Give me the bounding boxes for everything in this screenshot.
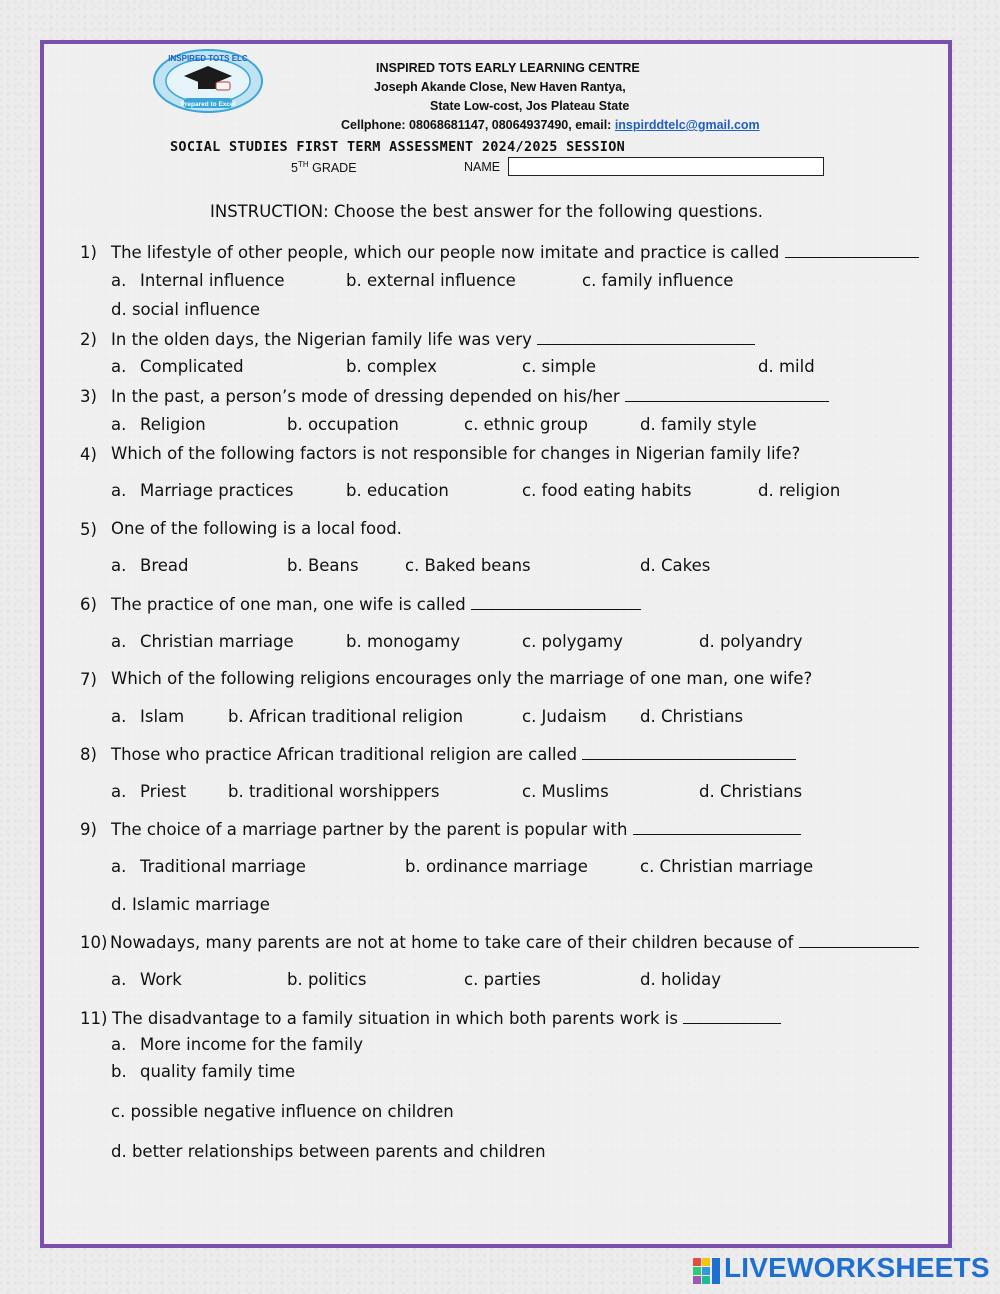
grade-suffix: TH <box>297 160 309 169</box>
option[interactable]: Marriage practices <box>140 481 294 500</box>
option-letter: a. <box>111 970 127 989</box>
option[interactable]: quality family time <box>140 1062 296 1081</box>
option-letter: a. <box>111 415 127 434</box>
answer-blank <box>582 745 796 760</box>
question-10-text: Nowadays, many parents are not at home to take care of their children because of <box>110 933 794 952</box>
grade-label <box>291 160 357 175</box>
option[interactable]: d. Islamic marriage <box>111 895 270 914</box>
question-number: 10) <box>80 933 108 952</box>
option[interactable]: c. food eating habits <box>522 481 692 500</box>
logo-text: INSPIRED TOTS ELC <box>168 54 248 63</box>
option-letter: a. <box>111 481 127 500</box>
option[interactable]: b. Beans <box>287 556 359 575</box>
question-6-text: The practice of one man, one wife is called <box>111 595 466 614</box>
option[interactable]: d. Christians <box>640 707 744 726</box>
logo-motto: Prepared to Excel <box>180 101 236 108</box>
answer-blank <box>683 1009 781 1024</box>
option[interactable]: c. parties <box>464 970 541 989</box>
question-2-text: In the olden days, the Nigerian family life was very <box>111 330 532 349</box>
option[interactable]: d. holiday <box>640 970 722 989</box>
question-text <box>111 820 801 840</box>
option[interactable]: b. ordinance marriage <box>405 857 588 876</box>
option[interactable]: b. politics <box>287 970 367 989</box>
question-7-text: Which of the following religions encourages only the marriage of one man, one wife? <box>111 669 813 688</box>
answer-blank <box>633 820 801 835</box>
contact-text: Cellphone: 08068681147, 08064937490, email: <box>341 118 615 132</box>
question-number: 9) <box>80 820 97 839</box>
option[interactable]: d. Cakes <box>640 556 711 575</box>
question-text <box>111 243 919 263</box>
school-address-line2: State Low-cost, Jos Plateau State <box>430 99 630 113</box>
option[interactable]: c. Muslims <box>522 782 609 801</box>
question-number: 11) <box>80 1009 108 1028</box>
option[interactable]: c. Baked beans <box>405 556 531 575</box>
question-number: 6) <box>80 595 97 614</box>
option-letter: a. <box>111 1035 127 1054</box>
liveworksheets-brand[interactable]: LIVEWORKSHEETS <box>724 1252 990 1283</box>
option-letter: a. <box>111 556 127 575</box>
option[interactable]: Christian marriage <box>140 632 294 651</box>
option[interactable]: b. external influence <box>346 271 516 290</box>
option-letter: a. <box>111 857 127 876</box>
name-label: NAME <box>464 160 501 174</box>
option[interactable]: d. polyandry <box>699 632 803 651</box>
option[interactable]: c. simple <box>522 357 597 376</box>
option[interactable]: Work <box>140 970 182 989</box>
question-number: 5) <box>80 520 97 539</box>
option-letter: a. <box>111 271 127 290</box>
option[interactable]: b. occupation <box>287 415 399 434</box>
option[interactable]: c. family influence <box>582 271 734 290</box>
instruction: INSTRUCTION: Choose the best answer for the following questions. <box>210 202 763 221</box>
school-name: INSPIRED TOTS EARLY LEARNING CENTRE <box>376 61 640 75</box>
question-text <box>111 387 829 407</box>
school-address-line1: Joseph Akande Close, New Haven Rantya, <box>374 80 626 94</box>
option[interactable]: d. mild <box>758 357 815 376</box>
option[interactable]: b. monogamy <box>346 632 461 651</box>
option[interactable]: d. Christians <box>699 782 803 801</box>
option-letter: a. <box>111 632 127 651</box>
option[interactable]: c. ethnic group <box>464 415 588 434</box>
school-logo <box>152 48 264 114</box>
exam-title: SOCIAL STUDIES FIRST TERM ASSESSMENT 2024/2025 SESSION <box>170 139 626 155</box>
option[interactable]: Islam <box>140 707 185 726</box>
question-5-text: One of the following is a local food. <box>111 519 402 538</box>
question-text <box>112 1009 781 1029</box>
option[interactable]: b. traditional worshippers <box>228 782 440 801</box>
option[interactable]: d. family style <box>640 415 757 434</box>
grade-number: 5 <box>291 161 298 176</box>
question-1-text: The lifestyle of other people, which our people now imitate and practice is called <box>111 243 780 262</box>
option-letter: a. <box>111 782 127 801</box>
option[interactable]: b. complex <box>346 357 437 376</box>
question-number: 3) <box>80 387 97 406</box>
option[interactable]: Priest <box>140 782 187 801</box>
answer-blank <box>785 243 919 258</box>
grade-word: GRADE <box>308 161 357 176</box>
liveworksheets-logo-icon <box>693 1258 721 1284</box>
option[interactable]: c. polygamy <box>522 632 623 651</box>
answer-blank <box>537 330 755 345</box>
question-number: 4) <box>80 445 97 464</box>
option[interactable]: b. African traditional religion <box>228 707 464 726</box>
option[interactable]: Traditional marriage <box>140 857 306 876</box>
answer-blank <box>625 387 829 402</box>
question-9-text: The choice of a marriage partner by the parent is popular with <box>111 820 628 839</box>
option[interactable]: c. Judaism <box>522 707 607 726</box>
answer-blank <box>471 595 641 610</box>
question-number: 1) <box>80 243 97 262</box>
option-letter: a. <box>111 707 127 726</box>
email-link[interactable]: inspirddtelc@gmail.com <box>614 118 760 132</box>
option[interactable]: d. religion <box>758 481 841 500</box>
question-number: 8) <box>80 745 97 764</box>
option[interactable]: Bread <box>140 556 189 575</box>
question-text <box>111 745 796 765</box>
question-number: 2) <box>80 330 97 349</box>
school-contact <box>341 118 760 132</box>
question-3-text: In the past, a person’s mode of dressing depended on his/her <box>111 387 620 406</box>
option-letter: b. <box>111 1062 127 1081</box>
option[interactable]: Religion <box>140 415 206 434</box>
option[interactable]: b. education <box>346 481 449 500</box>
question-number: 7) <box>80 670 97 689</box>
option[interactable]: d. better relationships between parents and children <box>111 1142 546 1161</box>
question-text <box>111 595 641 615</box>
option[interactable]: d. social influence <box>111 300 260 319</box>
name-input[interactable] <box>508 157 824 176</box>
answer-blank <box>799 933 919 948</box>
option-letter: a. <box>111 357 127 376</box>
option[interactable]: Complicated <box>140 357 244 376</box>
question-text <box>110 933 919 953</box>
question-11-text: The disadvantage to a family situation in which both parents work is <box>112 1009 678 1028</box>
question-text <box>111 330 755 350</box>
question-4-text: Which of the following factors is not responsible for changes in Nigerian family life? <box>111 444 801 463</box>
option[interactable]: Internal influence <box>140 271 285 290</box>
option[interactable]: c. Christian marriage <box>640 857 814 876</box>
option[interactable]: More income for the family <box>140 1035 364 1054</box>
question-8-text: Those who practice African traditional religion are called <box>111 745 578 764</box>
option[interactable]: c. possible negative influence on children <box>111 1102 454 1121</box>
